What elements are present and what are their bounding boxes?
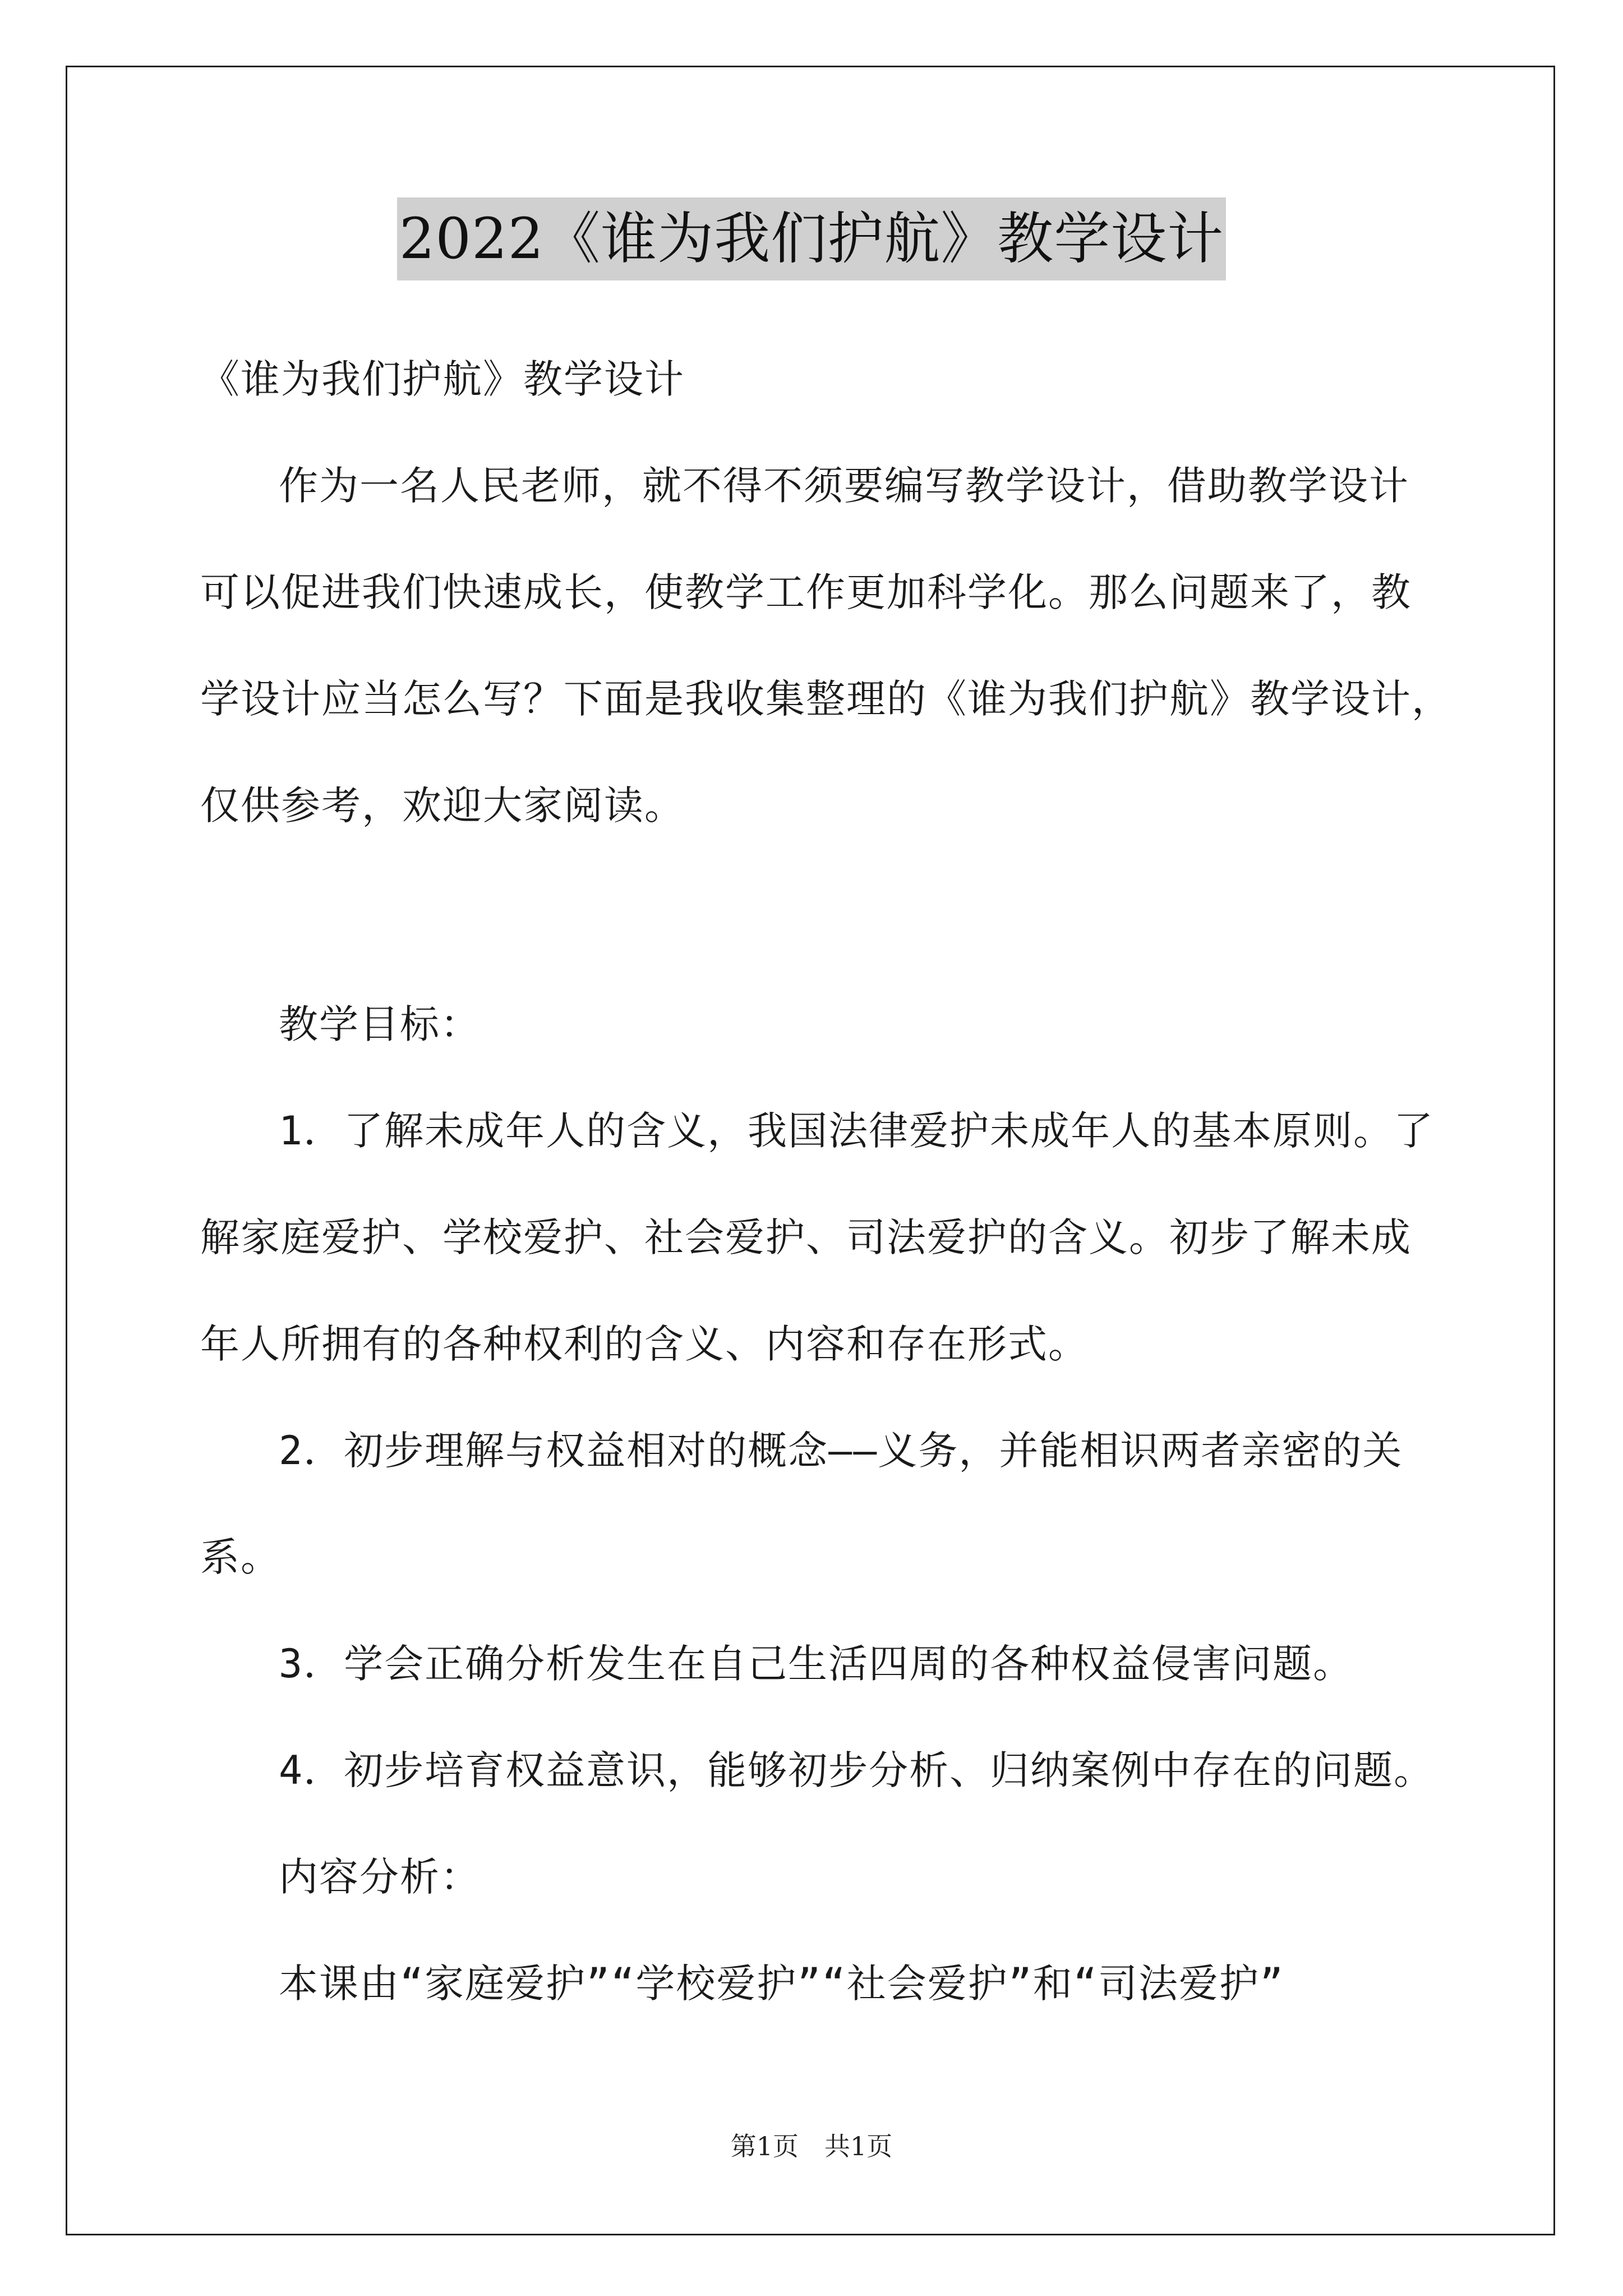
goal-line-5: 系。 — [200, 1534, 281, 1580]
content-line-1: 本课由“家庭爱护”“学校爱护”“社会爱护”和“司法爱护” — [279, 1961, 1285, 2007]
page-footer: 第1页 共1页 — [730, 2131, 893, 2161]
title-block — [0, 197, 1623, 280]
subtitle-line: 《谁为我们护航》教学设计 — [200, 356, 685, 402]
goal-line-7: 4．初步培育权益意识，能够初步分析、归纳案例中存在的问题。 — [279, 1747, 1435, 1793]
goals-heading: 教学目标： — [279, 1001, 481, 1047]
intro-line-3: 学设计应当怎么写？下面是我收集整理的《谁为我们护航》教学设计， — [200, 676, 1452, 722]
goal-line-3: 年人所拥有的各种权利的含义、内容和存在形式。 — [200, 1321, 1089, 1367]
intro-line-1: 作为一名人民老师，就不得不须要编写教学设计，借助教学设计 — [279, 463, 1409, 509]
document-title: 2022《谁为我们护航》教学设计 — [397, 197, 1227, 280]
intro-line-4: 仅供参考，欢迎大家阅读。 — [200, 783, 685, 829]
intro-line-2: 可以促进我们快速成长，使教学工作更加科学化。那么问题来了，教 — [200, 569, 1412, 615]
goal-line-6: 3．学会正确分析发生在自己生活四周的各种权益侵害问题。 — [279, 1641, 1354, 1687]
goal-line-2: 解家庭爱护、学校爱护、社会爱护、司法爱护的含义。初步了解未成 — [200, 1214, 1412, 1260]
content-heading: 内容分析： — [279, 1854, 481, 1900]
goal-line-4: 2．初步理解与权益相对的概念——义务，并能相识两者亲密的关 — [279, 1428, 1403, 1474]
goal-line-1: 1．了解未成年人的含义，我国法律爱护未成年人的基本原则。了 — [279, 1108, 1435, 1154]
